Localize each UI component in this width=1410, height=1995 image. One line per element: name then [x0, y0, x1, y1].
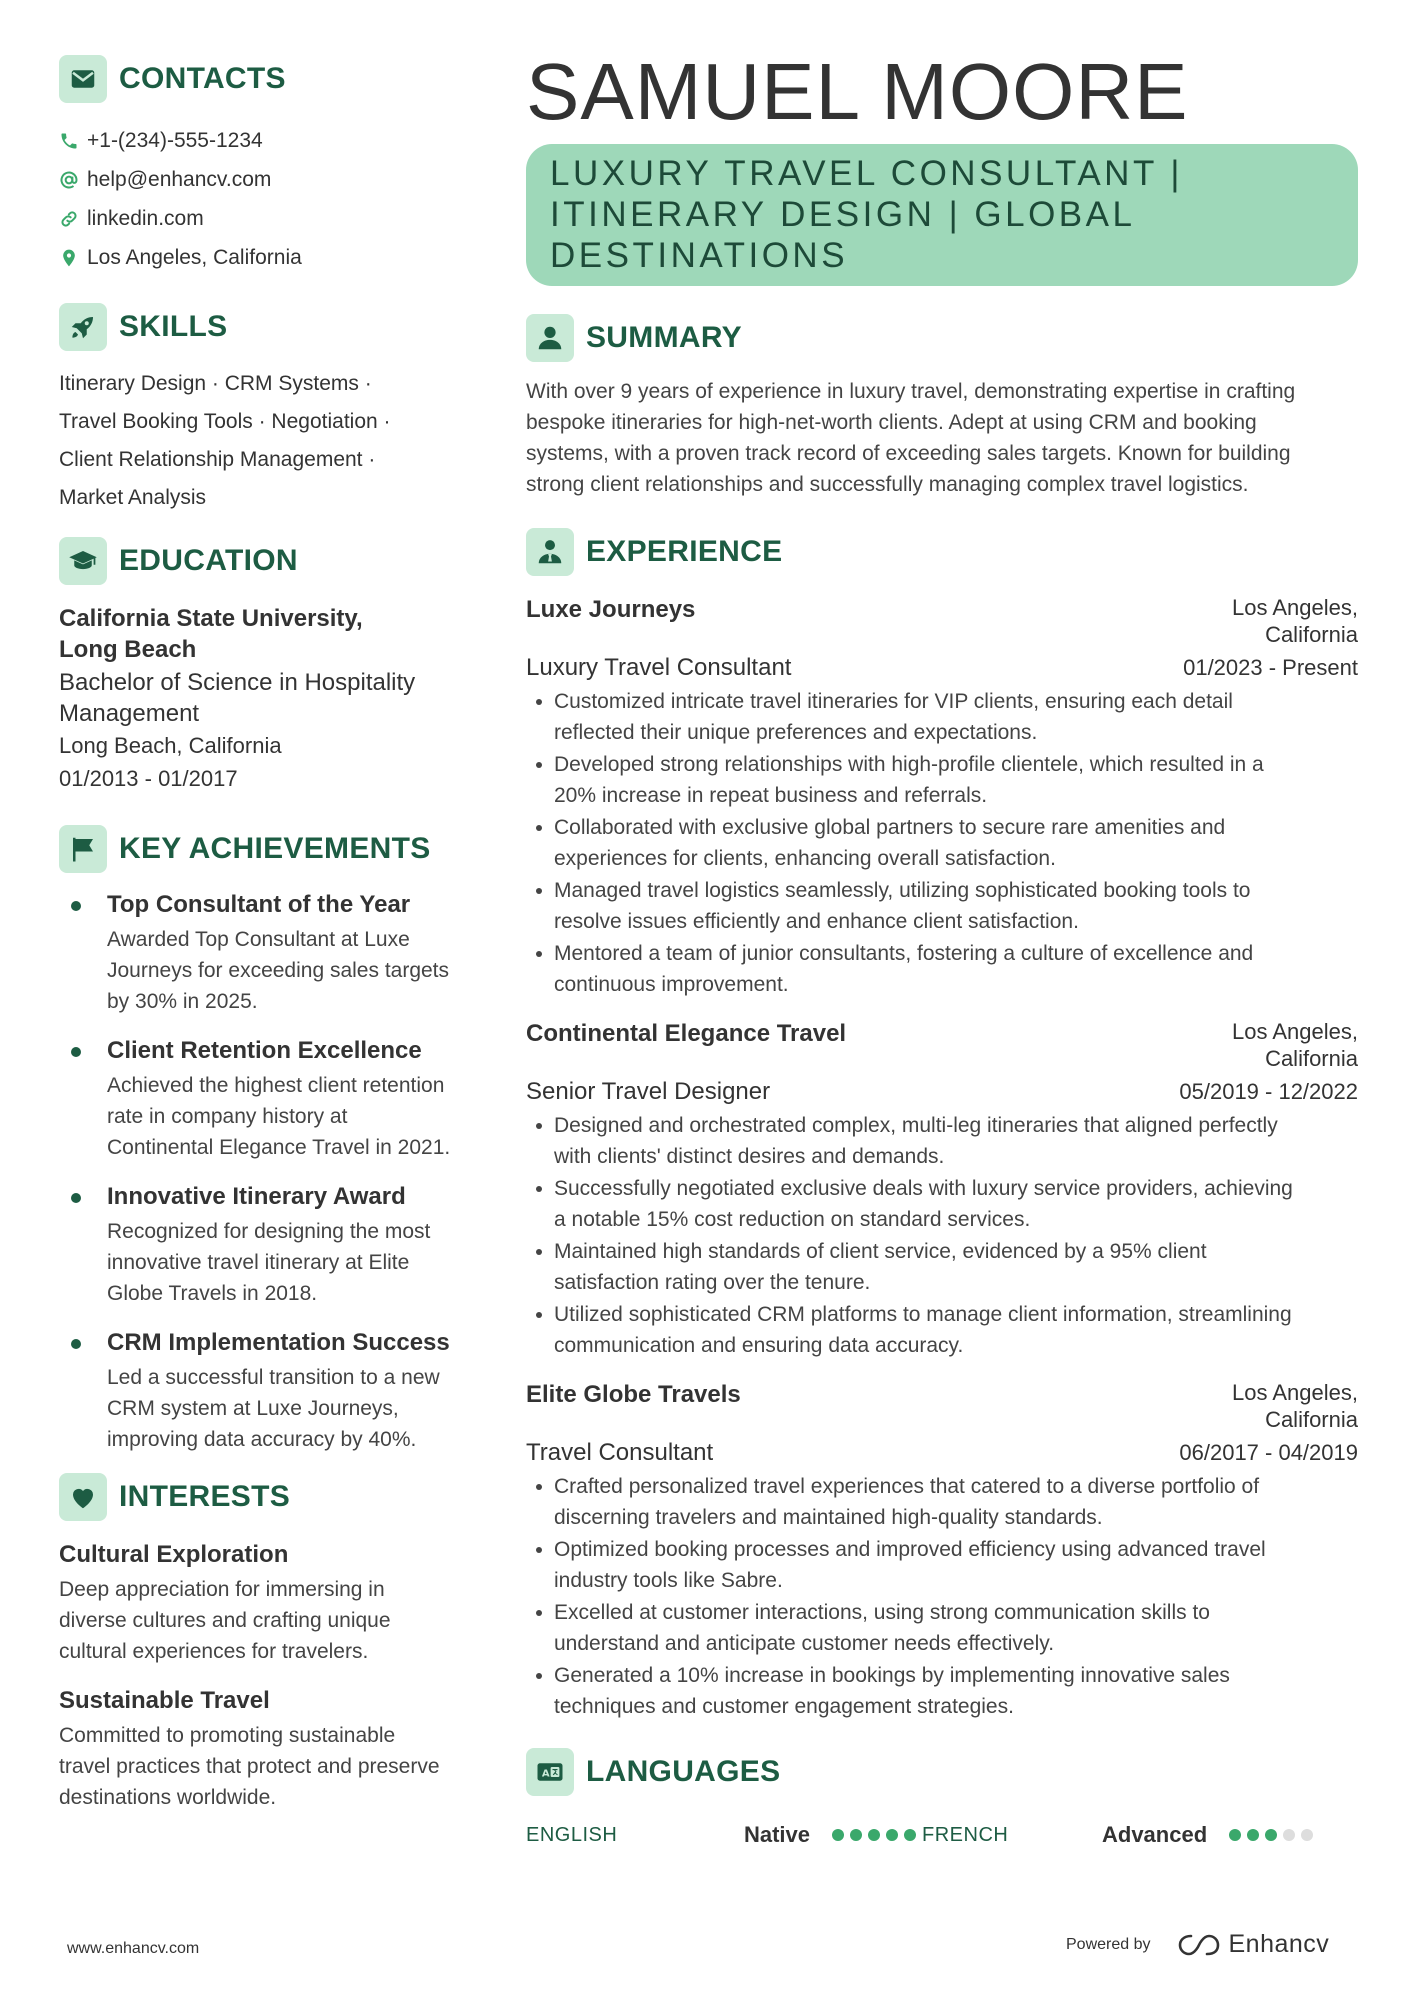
- desc-line: Journeys for exceeding sales targets: [107, 959, 450, 982]
- bullet-line: reflected their unique preferences and expectations.: [554, 721, 1038, 744]
- desc-line: CRM system at Luxe Journeys,: [107, 1397, 399, 1420]
- bullet-line: Successfully negotiated exclusive deals with luxury service providers, achieving: [554, 1177, 1293, 1200]
- job-bullet: [526, 749, 1358, 811]
- bullet-line: Maintained high standards of client service, evidenced by a 95% client: [554, 1240, 1207, 1263]
- language-level: Advanced: [1102, 1822, 1208, 1847]
- map-pin-icon: [59, 248, 87, 268]
- bullet-line: Mentored a team of junior consultants, fostering a culture of excellence and: [554, 942, 1254, 965]
- location-line: Los Angeles,: [1232, 1380, 1358, 1405]
- interest-item: [59, 1685, 479, 1813]
- job-dates: 06/2017 - 04/2019: [1179, 1440, 1358, 1465]
- graduation-cap-icon: [59, 537, 107, 585]
- bullet-line: 20% increase in repeat business and referrals.: [554, 784, 988, 807]
- location-line: California: [1265, 1407, 1358, 1432]
- education-dates: 01/2013 - 01/2017: [59, 766, 238, 791]
- proficiency-dot-filled: [850, 1829, 862, 1841]
- language-item: [526, 1822, 922, 1848]
- language-item: [922, 1822, 1358, 1848]
- languages-heading: LANGUAGES: [586, 1755, 781, 1788]
- language-name: ENGLISH: [526, 1823, 618, 1846]
- desc-line: Continental Elegance Travel in 2021.: [107, 1136, 451, 1159]
- summary-line: bespoke itineraries for high-net-worth clients. Adept at using CRM and booking: [526, 411, 1257, 434]
- language-dots: [1229, 1829, 1319, 1841]
- job-dates: 01/2023 - Present: [1183, 655, 1358, 680]
- interest-desc: [59, 1720, 479, 1813]
- enhancv-logo-icon: [1177, 1932, 1221, 1958]
- interests-header: [59, 1473, 479, 1521]
- desc-line: by 30% in 2025.: [107, 990, 258, 1013]
- bullet-line: Managed travel logistics seamlessly, utilizing sophisticated booking tools to: [554, 879, 1251, 902]
- school-name: [59, 603, 479, 665]
- job-bullets: [526, 1471, 1358, 1722]
- rocket-icon: [59, 303, 107, 351]
- bullet-dot: [59, 1181, 107, 1309]
- summary-text: [526, 376, 1358, 500]
- degree: [59, 667, 479, 729]
- achievement-title: Innovative Itinerary Award: [107, 1183, 406, 1210]
- heart-icon: [59, 1473, 107, 1521]
- contacts-heading: CONTACTS: [119, 62, 286, 95]
- summary-section: [526, 314, 1358, 500]
- location-line: California: [1265, 622, 1358, 647]
- job-entry: [526, 594, 1358, 1000]
- education-location: Long Beach, California: [59, 733, 282, 758]
- desc-line: improving data accuracy by 40%.: [107, 1428, 417, 1451]
- footer-branding: [1066, 1930, 1329, 1959]
- bullet-line: Customized intricate travel itineraries for VIP clients, ensuring each detail: [554, 690, 1233, 713]
- contact-linkedin: [59, 199, 479, 238]
- phone-icon: [59, 131, 87, 151]
- school-name-line: Long Beach: [59, 636, 197, 663]
- summary-line: systems, with a proven track record of exceeding sales targets. Known for building: [526, 442, 1291, 465]
- svg-text:A: A: [541, 1768, 550, 1780]
- experience-heading: EXPERIENCE: [586, 535, 783, 568]
- summary-header: [526, 314, 1358, 362]
- proficiency-dot-empty: [1283, 1829, 1295, 1841]
- desc-line: rate in company history at: [107, 1105, 348, 1128]
- bullet-dot: [59, 1327, 107, 1455]
- location-line: California: [1265, 1046, 1358, 1071]
- bullet-line: with clients' distinct desires and demands.: [554, 1145, 945, 1168]
- summary-line: strong client relationships and successfully managing complex travel logistics.: [526, 473, 1249, 496]
- interest-desc: [59, 1574, 479, 1667]
- right-column: [526, 45, 1358, 1850]
- location-line: Los Angeles,: [1232, 595, 1358, 620]
- desc-line: innovative travel itinerary at Elite: [107, 1251, 410, 1274]
- experience-section: [526, 528, 1358, 1722]
- at-icon: [59, 170, 87, 190]
- interest-title: Sustainable Travel: [59, 1687, 270, 1714]
- interests-section: [59, 1473, 479, 1813]
- achievement-title: Top Consultant of the Year: [107, 891, 411, 918]
- left-column: [59, 55, 479, 1813]
- title-line: LUXURY TRAVEL CONSULTANT |: [550, 154, 1184, 193]
- skills-list: [59, 365, 479, 517]
- achievement-desc: [107, 1070, 479, 1163]
- skills-heading: SKILLS: [119, 310, 228, 343]
- job-entry: [526, 1379, 1358, 1722]
- skills-header: [59, 303, 479, 351]
- title-line: ITINERARY DESIGN | GLOBAL: [550, 195, 1136, 234]
- phone-number[interactable]: +1-(234)-555-1234: [87, 128, 263, 152]
- job-location: [1232, 594, 1358, 648]
- bullet-line: techniques and customer engagement strategies.: [554, 1695, 1014, 1718]
- bullet-line: experiences for clients, enhancing overall satisfaction.: [554, 847, 1056, 870]
- proficiency-dot-filled: [886, 1829, 898, 1841]
- candidate-name: SAMUEL MOORE: [526, 47, 1189, 136]
- desc-line: destinations worldwide.: [59, 1786, 277, 1809]
- proficiency-dot-filled: [832, 1829, 844, 1841]
- education-header: [59, 537, 479, 585]
- bullet-line: a notable 15% cost reduction on standard services.: [554, 1208, 1031, 1231]
- job-bullet: [526, 1110, 1358, 1172]
- bullet-line: Utilized sophisticated CRM platforms to manage client information, streamlining: [554, 1303, 1292, 1326]
- proficiency-dot-filled: [1265, 1829, 1277, 1841]
- interest-item: [59, 1539, 479, 1667]
- languages-header: [526, 1748, 1358, 1796]
- envelope-icon: [59, 55, 107, 103]
- degree-line: Management: [59, 700, 200, 727]
- job-bullets: [526, 686, 1358, 1000]
- proficiency-dot-filled: [1247, 1829, 1259, 1841]
- job-bullet: [526, 1660, 1358, 1722]
- education-heading: EDUCATION: [119, 544, 298, 577]
- contact-phone: [59, 121, 479, 160]
- bullet-line: continuous improvement.: [554, 973, 789, 996]
- experience-header: [526, 528, 1358, 576]
- job-dates: 05/2019 - 12/2022: [1179, 1079, 1358, 1104]
- achievement-desc: [107, 924, 479, 1017]
- achievement-item: [59, 1035, 479, 1163]
- briefcase-user-icon: [526, 528, 574, 576]
- linkedin-link[interactable]: linkedin.com: [87, 206, 204, 230]
- desc-line: Recognized for designing the most: [107, 1220, 431, 1243]
- skills-line: Client Relationship Management ·: [59, 448, 376, 471]
- bullet-dot: [59, 889, 107, 1017]
- job-title-banner: [526, 144, 1358, 286]
- achievement-item: [59, 1181, 479, 1309]
- achievement-desc: [107, 1362, 479, 1455]
- job-location: [1232, 1018, 1358, 1072]
- proficiency-dot-filled: [904, 1829, 916, 1841]
- proficiency-dot-filled: [868, 1829, 880, 1841]
- skills-line: Market Analysis: [59, 486, 207, 509]
- location-line: Los Angeles,: [1232, 1019, 1358, 1044]
- job-bullet: [526, 1299, 1358, 1361]
- job-bullet: [526, 1173, 1358, 1235]
- job-bullet: [526, 686, 1358, 748]
- powered-by-label: Powered by: [1066, 1935, 1151, 1953]
- bullet-line: Designed and orchestrated complex, multi-leg itineraries that aligned perfectly: [554, 1114, 1278, 1137]
- title-line: DESTINATIONS: [550, 236, 849, 275]
- bullet-line: communication and ensuring data accuracy.: [554, 1334, 964, 1357]
- email-address[interactable]: help@enhancv.com: [87, 167, 272, 191]
- desc-line: Led a successful transition to a new: [107, 1366, 440, 1389]
- languages-section: [526, 1748, 1358, 1850]
- desc-line: Globe Travels in 2018.: [107, 1282, 318, 1305]
- achievements-heading: KEY ACHIEVEMENTS: [119, 832, 431, 865]
- job-entry: [526, 1018, 1358, 1361]
- footer-website[interactable]: www.enhancv.com: [67, 1940, 200, 1957]
- job-bullet: [526, 1471, 1358, 1533]
- company-name: Elite Globe Travels: [526, 1381, 741, 1408]
- interest-title: Cultural Exploration: [59, 1541, 289, 1568]
- bullet-line: satisfaction rating over the tenure.: [554, 1271, 871, 1294]
- school-name-line: California State University,: [59, 605, 363, 632]
- interests-heading: INTERESTS: [119, 1480, 291, 1513]
- skills-line: Itinerary Design · CRM Systems ·: [59, 372, 372, 395]
- job-bullet: [526, 875, 1358, 937]
- achievement-item: [59, 889, 479, 1017]
- desc-line: travel practices that protect and preserve: [59, 1755, 440, 1778]
- bullet-line: understand and anticipate customer needs effectively.: [554, 1632, 1055, 1655]
- achievements-header: [59, 825, 479, 873]
- proficiency-dot-empty: [1301, 1829, 1313, 1841]
- bullet-line: discerning travelers and maintained high-quality standards.: [554, 1506, 1103, 1529]
- achievement-item: [59, 1327, 479, 1455]
- achievement-title: CRM Implementation Success: [107, 1329, 450, 1356]
- job-bullet: [526, 938, 1358, 1000]
- job-role: Travel Consultant: [526, 1439, 714, 1466]
- desc-line: Committed to promoting sustainable: [59, 1724, 396, 1747]
- contacts-header: [59, 55, 479, 103]
- link-icon: [59, 209, 87, 229]
- flag-icon: [59, 825, 107, 873]
- job-bullet: [526, 812, 1358, 874]
- language-level: Native: [743, 1822, 810, 1847]
- languages-row: [526, 1820, 1358, 1850]
- language-dots: [832, 1829, 922, 1841]
- desc-line: diverse cultures and crafting unique: [59, 1609, 391, 1632]
- degree-line: Bachelor of Science in Hospitality: [59, 669, 416, 696]
- job-role: Senior Travel Designer: [526, 1078, 771, 1105]
- achievement-desc: [107, 1216, 479, 1309]
- bullet-line: industry tools like Sabre.: [554, 1569, 783, 1592]
- location-text: Los Angeles, California: [87, 245, 302, 269]
- job-location: [1232, 1379, 1358, 1433]
- skills-section: [59, 303, 479, 517]
- desc-line: cultural experiences for travelers.: [59, 1640, 369, 1663]
- contact-email: [59, 160, 479, 199]
- contact-location: [59, 238, 479, 277]
- bullet-line: resolve issues efficiently and enhance client satisfaction.: [554, 910, 1079, 933]
- skills-line: Travel Booking Tools · Negotiation ·: [59, 410, 391, 433]
- achievements-section: [59, 825, 479, 1455]
- bullet-dot: [59, 1035, 107, 1163]
- bullet-line: Optimized booking processes and improved efficiency using advanced travel: [554, 1538, 1266, 1561]
- company-name: Luxe Journeys: [526, 596, 696, 623]
- job-bullet: [526, 1534, 1358, 1596]
- translate-icon: [526, 1748, 574, 1796]
- bullet-line: Generated a 10% increase in bookings by implementing innovative sales: [554, 1664, 1230, 1687]
- desc-line: Awarded Top Consultant at Luxe: [107, 928, 410, 951]
- job-bullet: [526, 1236, 1358, 1298]
- job-bullets: [526, 1110, 1358, 1361]
- bullet-line: Crafted personalized travel experiences that catered to a diverse portfolio of: [554, 1475, 1260, 1498]
- summary-heading: SUMMARY: [586, 321, 742, 354]
- summary-line: With over 9 years of experience in luxury travel, demonstrating expertise in crafting: [526, 380, 1296, 403]
- bullet-line: Excelled at customer interactions, using strong communication skills to: [554, 1601, 1210, 1624]
- education-section: [59, 537, 479, 795]
- proficiency-dot-filled: [1229, 1829, 1241, 1841]
- brand-name: Enhancv: [1228, 1930, 1330, 1958]
- desc-line: Deep appreciation for immersing in: [59, 1578, 385, 1601]
- user-icon: [526, 314, 574, 362]
- job-bullet: [526, 1597, 1358, 1659]
- bullet-line: Collaborated with exclusive global partners to secure rare amenities and: [554, 816, 1226, 839]
- bullet-line: Developed strong relationships with high-profile clientele, which resulted in a: [554, 753, 1264, 776]
- achievement-title: Client Retention Excellence: [107, 1037, 422, 1064]
- contacts-section: [59, 55, 479, 277]
- job-role: Luxury Travel Consultant: [526, 654, 792, 681]
- desc-line: Achieved the highest client retention: [107, 1074, 445, 1097]
- language-name: FRENCH: [922, 1823, 1009, 1846]
- company-name: Continental Elegance Travel: [526, 1020, 847, 1047]
